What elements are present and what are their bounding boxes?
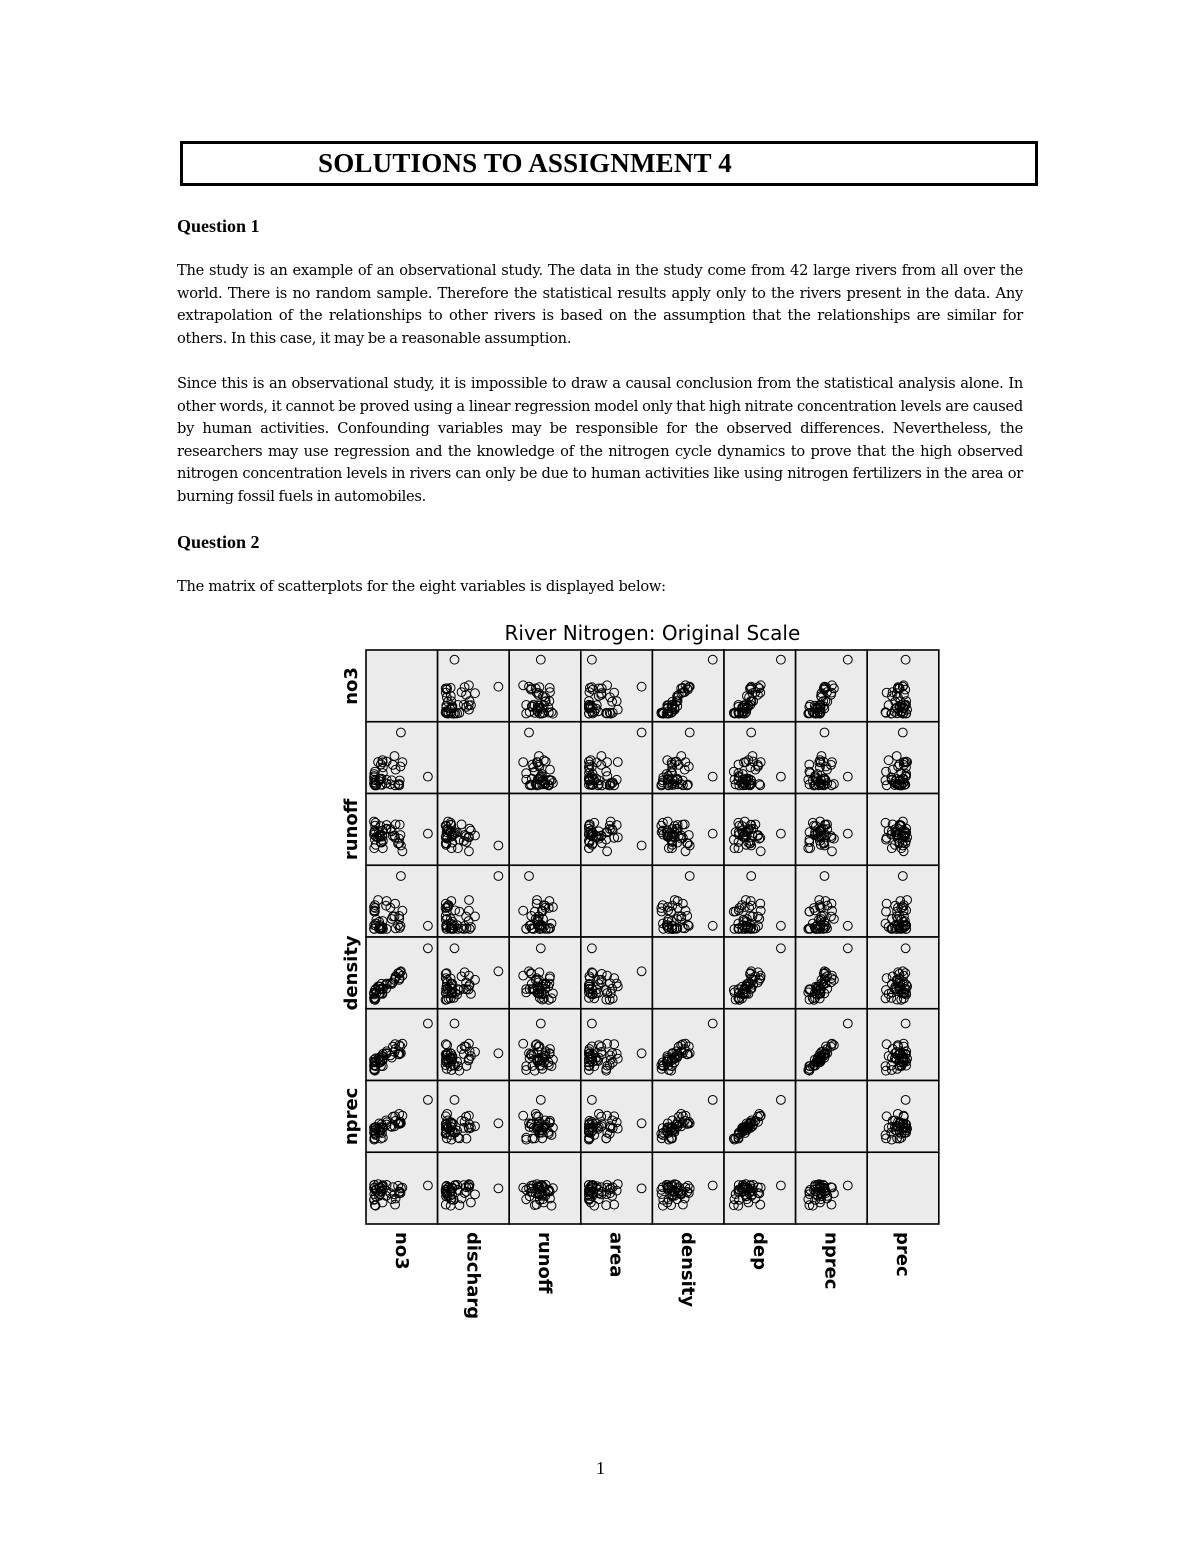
panel-nprec-vs-density [652, 1081, 724, 1153]
page-number: 1 [596, 1458, 605, 1478]
panel-discharg-vs-discharg [438, 722, 510, 794]
panel-density-vs-nprec [796, 937, 868, 1009]
panel-runoff-vs-dep [724, 794, 796, 866]
matrix-group [341, 621, 939, 1319]
column-label-area: area [605, 1232, 627, 1278]
document-title: SOLUTIONS TO ASSIGNMENT 4 [318, 148, 732, 178]
panel-area-vs-area [581, 865, 653, 937]
question-2-heading: Question 2 [177, 532, 260, 552]
row-label-nprec: nprec [341, 1087, 362, 1146]
question-2-caption: The matrix of scatterplots for the eight variables is displayed below: [177, 578, 666, 595]
row-label-density: density [341, 935, 362, 1011]
panel-dep-vs-runoff [509, 1009, 581, 1081]
panel-no3-vs-no3 [366, 650, 438, 722]
column-label-discharg: discharg [462, 1232, 484, 1320]
column-label-runoff: runoff [534, 1232, 555, 1294]
column-label-density: density [677, 1232, 699, 1308]
chart-title: River Nitrogen: Original Scale [504, 621, 801, 645]
panel-prec-vs-prec [867, 1152, 939, 1224]
row-label-runoff: runoff [341, 798, 362, 861]
question-1-heading: Question 1 [177, 216, 260, 236]
question-1-paragraph-2: Since this is an observational study, it is impossible to draw a causal conclusion from the statistical analysis alone. In other words, it cannot be proved using a linear regression model only that high nitrate concentration levels are caused by human activities. Confounding variables may be responsible for the observed differences. Nevertheless, the researchers may use regression and the knowledge of the nitrogen cycle dynamics to prove that the high observed nitrogen concentration levels in rivers can only be due to human activities like using nitrogen fertilizers in the area or burning fossil fuels in automobiles. [177, 375, 1023, 505]
panel-runoff-vs-runoff [509, 794, 581, 866]
panel-density-vs-density [652, 937, 724, 1009]
column-label-prec: prec [892, 1232, 913, 1277]
column-label-dep: dep [748, 1232, 770, 1270]
column-label-nprec: nprec [820, 1232, 842, 1290]
panel-dep-vs-dep [724, 1009, 796, 1081]
panel-nprec-vs-nprec [796, 1081, 868, 1153]
question-1-paragraph-1: The study is an example of an observational study. The data in the study come from 42 large rivers from all over the world. There is no random sample. Therefore the statistical results apply only to the rivers present in the data. Any extrapolation of the relationships to other rivers is based on the assumption that the relationships are similar for others. In this case, it may be a reasonable assumption. [177, 262, 1023, 347]
row-label-no3: no3 [341, 667, 362, 705]
column-label-no3: no3 [390, 1232, 412, 1270]
